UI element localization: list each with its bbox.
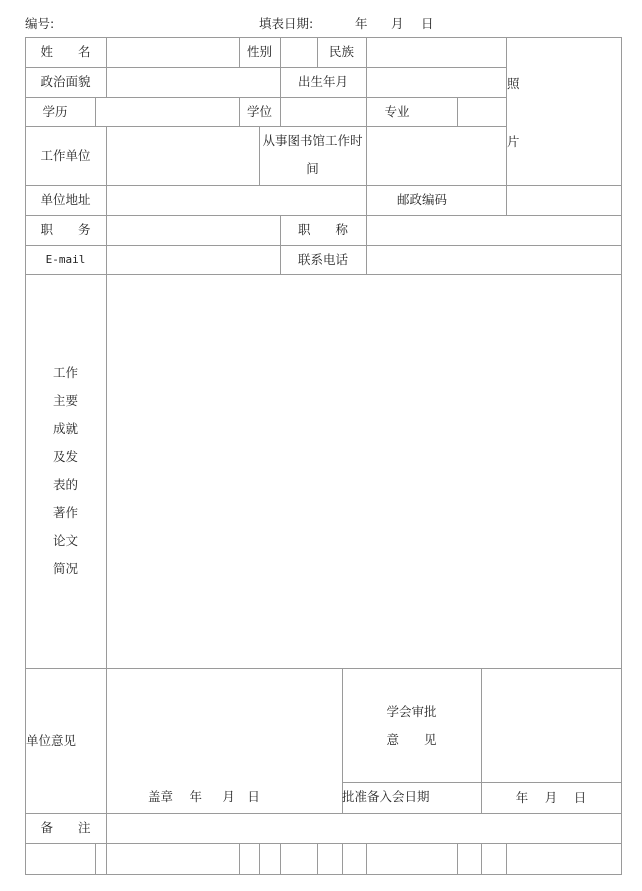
- gender-field[interactable]: [281, 38, 317, 67]
- name-field[interactable]: [107, 38, 239, 67]
- achievements-label-line: 论文: [52, 533, 78, 548]
- unit-address-field[interactable]: [107, 186, 366, 215]
- achievements-label-line: 简况: [52, 561, 78, 576]
- degree-field[interactable]: [281, 98, 366, 126]
- position-label: 职 务: [40, 222, 91, 237]
- achievements-label-line: 主要: [52, 393, 78, 408]
- library-work-time-label-line1: 从事图书馆工作时: [262, 133, 363, 148]
- society-review-label-line1: 学会审批: [386, 704, 437, 719]
- birth-date-label: 出生年月: [297, 74, 348, 89]
- photo-label-top: 照: [507, 76, 520, 91]
- work-unit-label: 工作单位: [40, 147, 91, 163]
- political-status-label: 政治面貌: [40, 74, 91, 89]
- fill-date-label: 填表日期:: [259, 16, 314, 31]
- unit-address-label: 单位地址: [40, 192, 91, 207]
- fill-date-day: 日: [421, 16, 434, 31]
- remarks-label: 备 注: [40, 820, 91, 835]
- achievements-label-line: 及发: [52, 449, 78, 464]
- achievements-label-line: 著作: [52, 505, 78, 520]
- approval-date-label: 批准备入会日期: [342, 789, 430, 804]
- remarks-field[interactable]: [107, 814, 621, 843]
- degree-label: 学位: [246, 103, 272, 119]
- postal-code-field[interactable]: [507, 186, 621, 215]
- approval-date-value: 年 月 日: [515, 790, 587, 805]
- library-work-time-field[interactable]: [367, 127, 506, 185]
- photo-box[interactable]: [507, 38, 621, 185]
- work-unit-field[interactable]: [107, 127, 259, 185]
- photo-label-bottom: 片: [507, 134, 520, 149]
- fill-date-month: 月: [391, 16, 404, 31]
- ethnicity-field[interactable]: [367, 38, 506, 67]
- gender-label: 性别: [246, 44, 272, 59]
- achievements-label: [25, 359, 106, 583]
- postal-code-label: 邮政编码: [396, 192, 447, 207]
- education-label: 学历: [42, 103, 68, 119]
- major-field[interactable]: [458, 98, 506, 126]
- fill-date-year: 年: [355, 16, 368, 31]
- seal-date-label: 盖章 年 月 日: [148, 789, 260, 804]
- major-label: 专业: [384, 103, 410, 119]
- achievements-label-line: 工作: [52, 365, 78, 380]
- professional-title-field[interactable]: [367, 216, 621, 245]
- unit-opinion-label: 单位意见: [26, 733, 77, 748]
- ethnicity-label: 民族: [328, 44, 354, 59]
- achievements-label-line: 成就: [52, 421, 78, 436]
- birth-date-field[interactable]: [367, 68, 506, 97]
- phone-label: 联系电话: [297, 251, 348, 267]
- professional-title-label: 职 称: [297, 222, 348, 237]
- political-status-field[interactable]: [107, 68, 280, 97]
- membership-application-form: [25, 37, 622, 875]
- library-work-time-label-line2: 间: [306, 161, 319, 176]
- serial-number-label: 编号:: [25, 16, 55, 31]
- society-review-field[interactable]: [482, 669, 621, 782]
- name-label: 姓 名: [40, 44, 91, 59]
- society-review-label-line2: 意 见: [386, 732, 437, 747]
- phone-field[interactable]: [367, 246, 621, 274]
- achievements-field[interactable]: [107, 275, 621, 668]
- email-label: E-mail: [45, 252, 86, 266]
- achievements-label-line: 表的: [52, 477, 78, 492]
- education-field[interactable]: [96, 98, 239, 126]
- position-field[interactable]: [107, 216, 280, 245]
- unit-opinion-field[interactable]: [107, 669, 342, 781]
- email-field[interactable]: [107, 246, 280, 274]
